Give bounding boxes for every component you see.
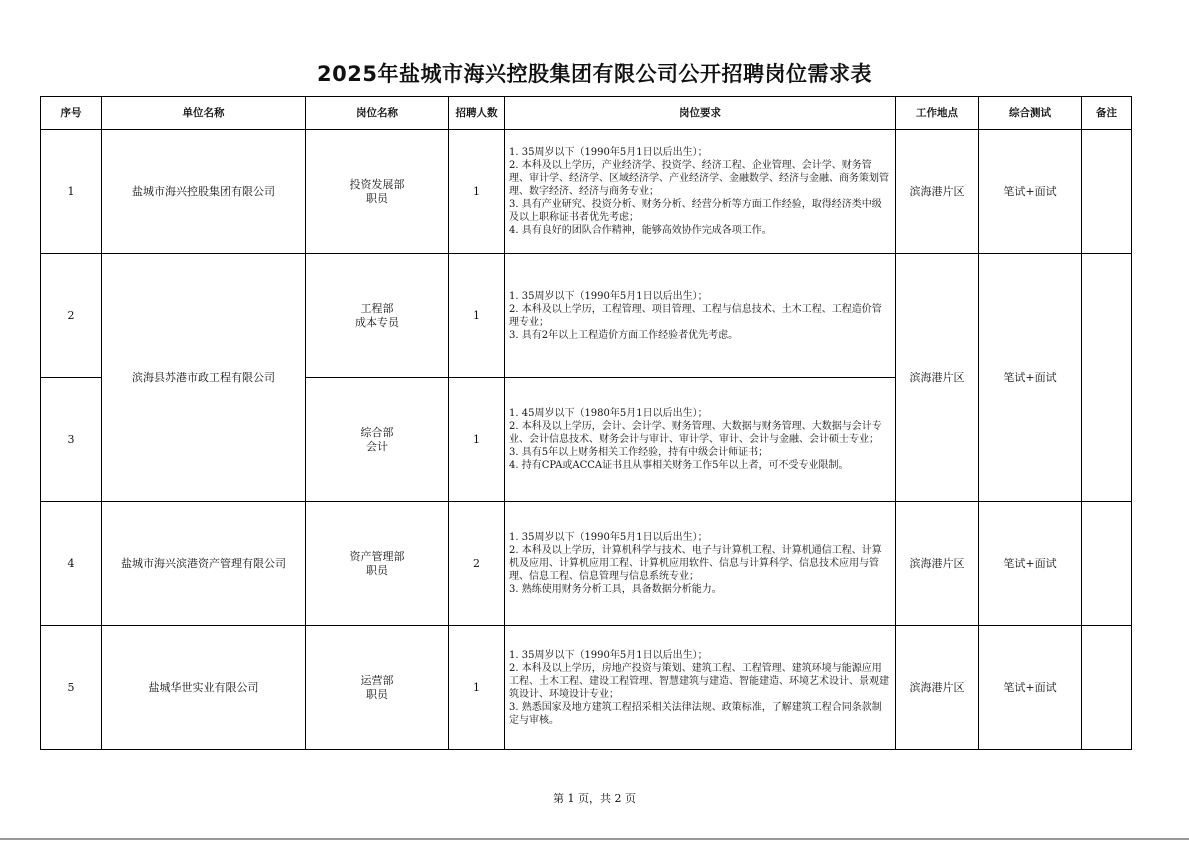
header-count: 招聘人数 [449, 97, 505, 130]
header-location: 工作地点 [896, 97, 979, 130]
requirements [505, 254, 896, 378]
row-no: 5 [41, 626, 102, 750]
position-name [306, 502, 449, 626]
position-title: 职员 [366, 687, 388, 701]
hire-count: 1 [449, 130, 505, 254]
position-name [306, 626, 449, 750]
row-no: 1 [41, 130, 102, 254]
position-dept: 综合部 [360, 425, 394, 439]
unit-name: 滨海县苏港市政工程有限公司 [102, 254, 306, 502]
requirement-item: 1. 35周岁以下（1990年5月1日以后出生）； [509, 532, 708, 543]
requirement-item: 1. 35周岁以下（1990年5月1日以后出生）； [509, 649, 708, 661]
requirement-item: 3. 具有产业研究、投资分析、财务分析、经营分析等方面工作经验，取得经济类中级及以上职称证书者优先考虑； [509, 199, 882, 223]
assessment: 笔试+面试 [979, 626, 1082, 750]
requirement-item: 2. 本科及以上学历，工程管理、项目管理、工程与信息技术、土木工程、工程造价管理专业； [509, 303, 882, 328]
requirement-item: 3. 熟悉国家及地方建筑工程招采相关法律法规、政策标准，了解建筑工程合同条款制定与审核。 [509, 701, 882, 726]
assessment: 笔试+面试 [979, 254, 1082, 502]
requirement-item: 4. 具有良好的团队合作精神，能够高效协作完成各项工作。 [509, 225, 772, 236]
page-title: 2025年盐城市海兴控股集团有限公司公开招聘岗位需求表 [317, 62, 872, 86]
row-no: 3 [41, 378, 102, 502]
page-bottom-divider [0, 838, 1189, 840]
requirement-item: 2. 本科及以上学历，产业经济学、投资学、经济工程、企业管理、会计学、财务管理、审计学、经济学、区域经济学、产业经济学、金融数学、经济与金融、商务策划管理、数字经济、经济与商务专业； [509, 160, 889, 197]
work-location: 滨海港片区 [896, 254, 979, 502]
unit-name: 盐城市海兴控股集团有限公司 [102, 130, 306, 254]
header-remark: 备注 [1082, 97, 1132, 130]
position-title: 会计 [366, 439, 388, 453]
requirement-item: 3. 具有2年以上工程造价方面工作经验者优先考虑。 [509, 329, 739, 341]
header-test: 综合测试 [979, 97, 1082, 130]
remark [1082, 130, 1132, 254]
hire-count: 1 [449, 254, 505, 378]
position-title: 成本专员 [355, 315, 399, 329]
row-no: 2 [41, 254, 102, 378]
position-name [306, 254, 449, 378]
header-unit: 单位名称 [102, 97, 306, 130]
job-requirements-table [40, 96, 1132, 750]
unit-name: 盐城华世实业有限公司 [102, 626, 306, 750]
requirements [505, 502, 896, 626]
table-row [41, 130, 1132, 254]
position-dept: 投资发展部 [349, 177, 405, 191]
requirement-item: 1. 35周岁以下（1990年5月1日以后出生）； [509, 147, 708, 158]
page-number: 第 1 页，共 2 页 [553, 792, 636, 805]
requirement-item: 3. 具有5年以上财务相关工作经验，持有中级会计师证书； [509, 447, 769, 458]
requirements [505, 378, 896, 502]
row-no: 4 [41, 502, 102, 626]
table-row [41, 502, 1132, 626]
unit-name: 盐城市海兴滨港资产管理有限公司 [102, 502, 306, 626]
requirements [505, 130, 896, 254]
assessment: 笔试+面试 [979, 130, 1082, 254]
table-row [41, 626, 1132, 750]
requirement-item: 2. 本科及以上学历，计算机科学与技术、电子与计算机工程、计算机通信工程、计算机及应用、计算机应用工程、计算机应用软件、信息与计算科学、信息技术应用与管理、信息工程、信息管理与信息系统专业； [509, 545, 882, 582]
header-position: 岗位名称 [306, 97, 449, 130]
requirements [505, 626, 896, 750]
position-name [306, 130, 449, 254]
hire-count: 1 [449, 626, 505, 750]
header-requirements: 岗位要求 [505, 97, 896, 130]
position-title: 职员 [366, 191, 388, 205]
work-location: 滨海港片区 [896, 130, 979, 254]
position-title: 职员 [366, 563, 388, 577]
remark [1082, 254, 1132, 502]
position-name [306, 378, 449, 502]
table-header-row [41, 97, 1132, 130]
work-location: 滨海港片区 [896, 502, 979, 626]
header-no: 序号 [41, 97, 102, 130]
position-dept: 资产管理部 [349, 549, 405, 563]
hire-count: 2 [449, 502, 505, 626]
requirement-item: 2. 本科及以上学历，会计、会计学、财务管理、大数据与财务管理、大数据与会计专业、会计信息技术、财务会计与审计、审计学、审计、会计与金融、会计硕士专业； [509, 421, 882, 445]
remark [1082, 502, 1132, 626]
remark [1082, 626, 1132, 750]
hire-count: 1 [449, 378, 505, 502]
work-location: 滨海港片区 [896, 626, 979, 750]
position-dept: 工程部 [360, 301, 394, 315]
requirement-item: 1. 45周岁以下（1980年5月1日以后出生）； [509, 408, 708, 419]
requirement-item: 3. 熟练使用财务分析工具，具备数据分析能力。 [509, 584, 722, 595]
requirement-item: 2. 本科及以上学历，房地产投资与策划、建筑工程、工程管理、建筑环境与能源应用工程、土木工程、建设工程管理、智慧建筑与建造、智能建造、环境艺术设计、景观建筑设计、环境设计专业； [509, 662, 889, 700]
table-row [41, 254, 1132, 378]
requirement-item: 1. 35周岁以下（1990年5月1日以后出生）； [509, 290, 708, 302]
position-dept: 运营部 [360, 673, 394, 687]
requirement-item: 4. 持有CPA或ACCA证书且从事相关财务工作5年以上者，可不受专业限制。 [509, 460, 849, 471]
assessment: 笔试+面试 [979, 502, 1082, 626]
